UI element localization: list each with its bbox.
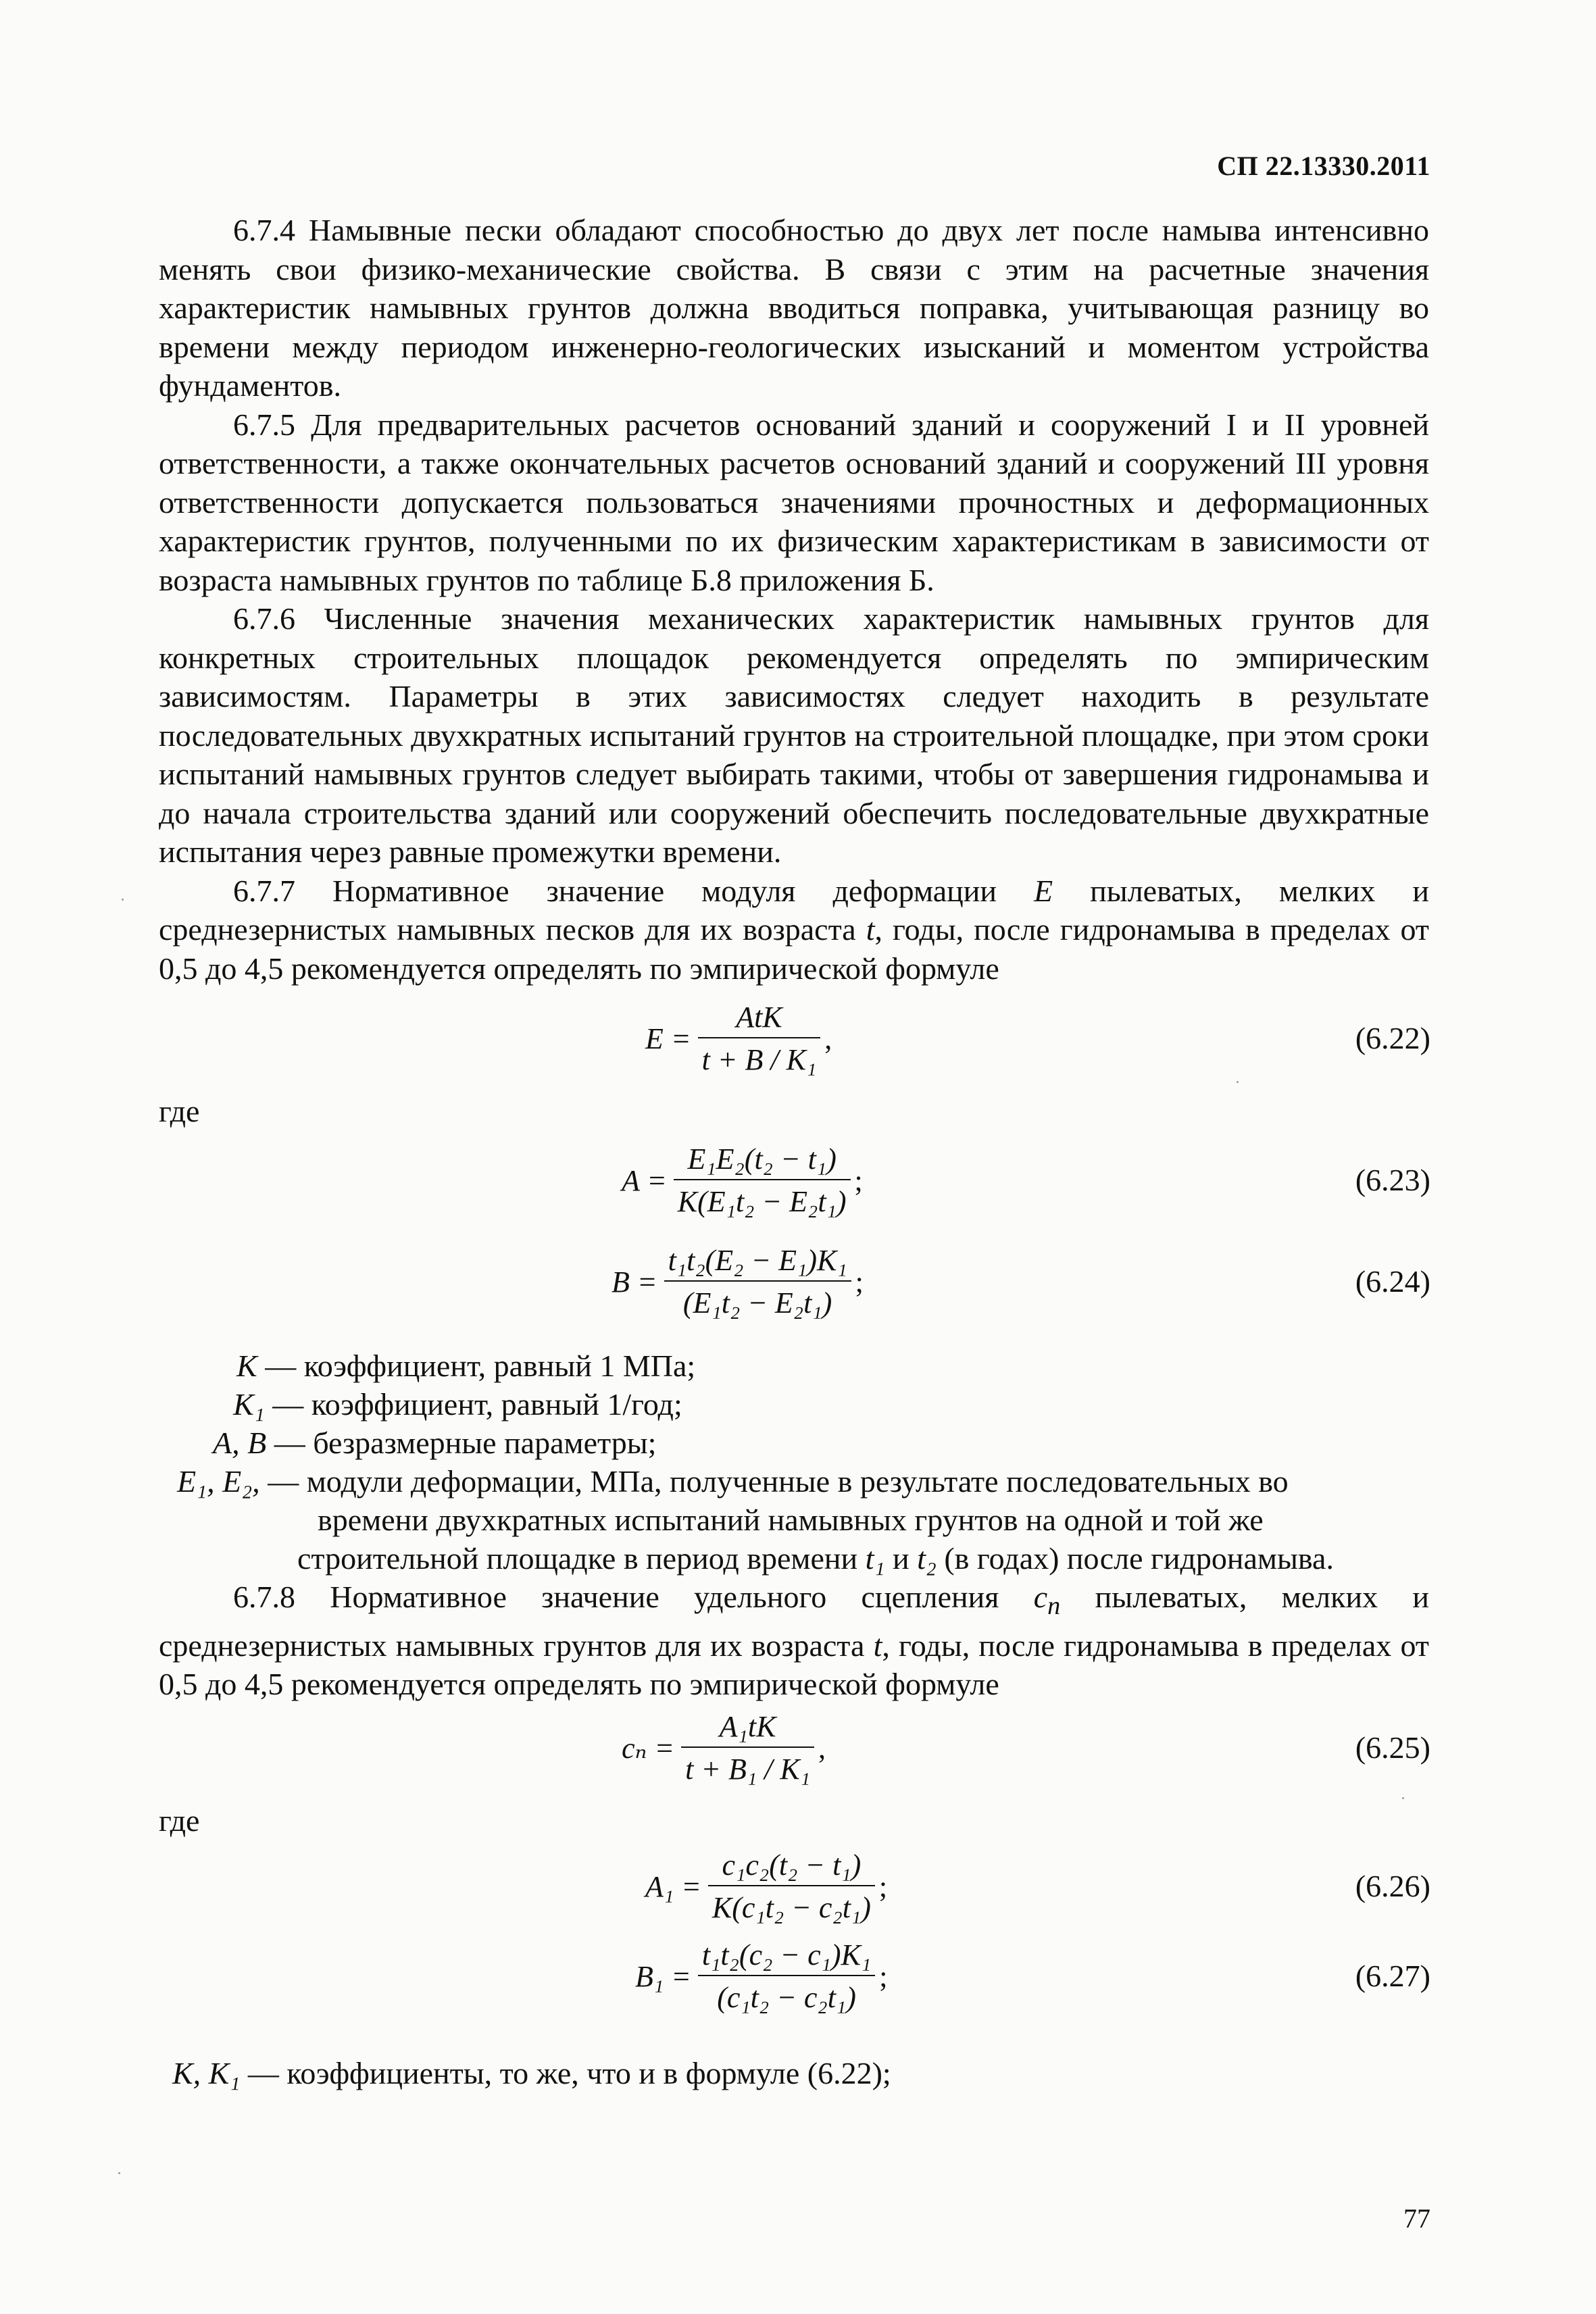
formula-6-24 — [612, 1243, 864, 1320]
equation-number-6-24: (6.24) — [1355, 1264, 1430, 1299]
legend-symbol: K₁ — [233, 1387, 265, 1422]
equation-number-6-22: (6.22) — [1355, 1021, 1430, 1055]
formula-lhs: B₁ = — [635, 1959, 691, 1993]
legend-symbol: A, B — [213, 1426, 267, 1460]
legend-K1 — [233, 1385, 682, 1424]
formula-6-26 — [645, 1848, 887, 1925]
paragraph-6-7-8-text: , годы, после гидронамыва в пределах от 0,5 до 4,5 рекомендуется определять по эмпирической формуле — [159, 1628, 1429, 1702]
paragraph-6-7-8-text: 6.7.8 Нормативное значение удельного сцепления — [233, 1580, 1034, 1614]
paragraph-6-7-6: 6.7.6 Численные значения механических характеристик намывных грунтов для конкретных строительных площадок рекомендуется определять по эмпирическим зависимостям. Параметры в этих зависимостях следует находить в результате последовательных двухкратных испытаний грунтов на строительной площадке, при этом сроки испытаний намывных грунтов следует выбирать такими, чтобы от завершения гидронамыва и до начала строительства зданий или сооружений обеспечить последовательные двухкратные испытания через равные промежутки времени. — [159, 601, 1429, 869]
fraction — [698, 1000, 821, 1077]
document-code-header: СП 22.13330.2011 — [1217, 151, 1430, 181]
formula-punctuation: , — [824, 1022, 832, 1055]
formula-lhs: B = — [612, 1265, 657, 1299]
legend-description: — коэффициент, равный 1 МПа; — [257, 1349, 696, 1383]
fraction — [708, 1848, 875, 1925]
legend-K-K1 — [172, 2054, 891, 2092]
formula-punctuation: ; — [879, 1959, 888, 1993]
symbol-subscript-n: n — [1047, 1592, 1061, 1621]
symbol-t: t — [873, 1628, 882, 1663]
fraction-numerator: t₁t₂(E₂ − E₁)K₁ — [664, 1243, 851, 1282]
formula-punctuation: ; — [855, 1265, 864, 1299]
text-block-main — [159, 211, 1429, 988]
fraction-denominator: K(c₁t₂ − c₂t₁) — [712, 1891, 871, 1924]
paragraph-6-7-7-text: , годы, после гидронамыва в пределах от 0,5 до 4,5 рекомендуется определять по эмпирической формуле — [159, 912, 1429, 986]
equation-number-6-27: (6.27) — [1355, 1959, 1430, 1993]
legend-E1-E2-line3 — [297, 1539, 1334, 1578]
formula-lhs: A₁ = — [645, 1869, 701, 1903]
fraction — [664, 1243, 851, 1320]
fraction-denominator: (E₁t₂ − E₂t₁) — [682, 1286, 832, 1319]
legend-description: — безразмерные параметры; — [266, 1426, 657, 1460]
text-block-6-7-8 — [159, 1578, 1429, 1704]
scan-speck — [118, 2172, 120, 2174]
legend-A-B — [213, 1424, 656, 1462]
paragraph-6-7-5: 6.7.5 Для предварительных расчетов оснований зданий и сооружений I и II уровней ответственности, а также окончательных расчетов оснований зданий и сооружений III уровня ответственности допускается пользоваться значениями прочностных и деформационных характеристик грунтов, полученными по их физическим характеристикам в зависимости от возраста намывных грунтов по таблице Б.8 приложения Б. — [159, 407, 1429, 597]
legend-description: — коэффициент, равный 1/год; — [264, 1387, 682, 1422]
paragraph-6-7-7 — [159, 872, 1429, 988]
paragraph-6-7-7-text: пылеватых, мелких и среднезернистых намывных песков для их возраста — [159, 873, 1429, 947]
equation-number-6-25: (6.25) — [1355, 1730, 1430, 1765]
equation-number-6-26: (6.26) — [1355, 1869, 1430, 1903]
formula-6-27 — [635, 1938, 887, 2015]
legend-K — [236, 1347, 695, 1385]
formula-punctuation: ; — [854, 1163, 863, 1197]
legend-description: и — [884, 1541, 918, 1576]
legend-E1-E2-line2: времени двухкратных испытаний намывных грунтов на одной и той же — [318, 1503, 1264, 1537]
fraction-numerator: t₁t₂(c₂ − c₁)K₁ — [698, 1938, 875, 1976]
fraction-denominator: t + B / K₁ — [701, 1043, 817, 1076]
symbol-t2: t₂ — [917, 1541, 937, 1576]
legend-description: — коэффициенты, то же, что и в формуле (6.22); — [240, 2056, 891, 2090]
where-label: где — [159, 1094, 200, 1128]
where-label-2: где — [159, 1803, 200, 1838]
fraction-numerator: E₁E₂(t₂ − t₁) — [674, 1142, 851, 1180]
paragraph-6-7-4: 6.7.4 Намывные пески обладают способностью до двух лет после намыва интенсивно менять свои физико-механические свойства. В связи с этим на расчетные значения характеристик намывных грунтов должна вводиться поправка, учитывающая разницу во времени между периодом инженерно-геологических изысканий и моментом устройства фундаментов. — [159, 213, 1429, 403]
scan-speck — [1237, 1081, 1239, 1083]
fraction-numerator: c₁c₂(t₂ − t₁) — [708, 1848, 875, 1886]
symbol-c: c — [1033, 1580, 1048, 1614]
fraction — [681, 1709, 814, 1786]
legend-E1-E2 — [177, 1462, 1289, 1501]
fraction-numerator: A₁tK — [681, 1709, 814, 1748]
formula-punctuation: , — [818, 1731, 826, 1765]
fraction-denominator: K(E₁t₂ − E₂t₁) — [677, 1185, 847, 1218]
formula-6-22 — [645, 1000, 832, 1077]
formula-punctuation: ; — [878, 1869, 888, 1903]
fraction-denominator: t + B₁ / K₁ — [685, 1753, 811, 1786]
formula-6-23 — [622, 1142, 863, 1219]
fraction-denominator: (c₁t₂ − c₂t₁) — [717, 1981, 856, 2014]
symbol-t: t — [866, 912, 875, 947]
legend-description: строительной площадке в период времени — [297, 1541, 866, 1576]
scan-speck — [1402, 1797, 1404, 1799]
symbol-t1: t₁ — [865, 1541, 885, 1576]
formula-lhs: cₙ = — [622, 1731, 675, 1765]
paragraph-6-7-8-text: пылеватых, мелких и среднезернистых намывных грунтов для их возраста — [159, 1580, 1429, 1663]
formula-lhs: A = — [622, 1163, 667, 1197]
symbol-E: E — [1034, 873, 1053, 908]
legend-symbol: K — [236, 1349, 257, 1383]
equation-number-6-23: (6.23) — [1355, 1163, 1430, 1197]
scan-speck — [122, 899, 124, 901]
fraction — [698, 1938, 875, 2015]
formula-lhs: E = — [645, 1022, 691, 1055]
page-number: 77 — [1403, 2203, 1430, 2234]
fraction-numerator: AtK — [698, 1000, 821, 1038]
fraction — [674, 1142, 851, 1219]
paragraph-6-7-7-text: 6.7.7 Нормативное значение модуля деформации — [233, 873, 1034, 908]
legend-symbol: E₁, E₂, — [177, 1464, 260, 1499]
formula-6-25 — [622, 1709, 826, 1786]
legend-description: (в годах) после гидронамыва. — [936, 1541, 1334, 1576]
paragraph-6-7-8 — [159, 1578, 1429, 1704]
legend-description: — модули деформации, МПа, полученные в результате последовательных во — [259, 1464, 1289, 1499]
legend-symbol: K, K₁ — [172, 2056, 241, 2090]
